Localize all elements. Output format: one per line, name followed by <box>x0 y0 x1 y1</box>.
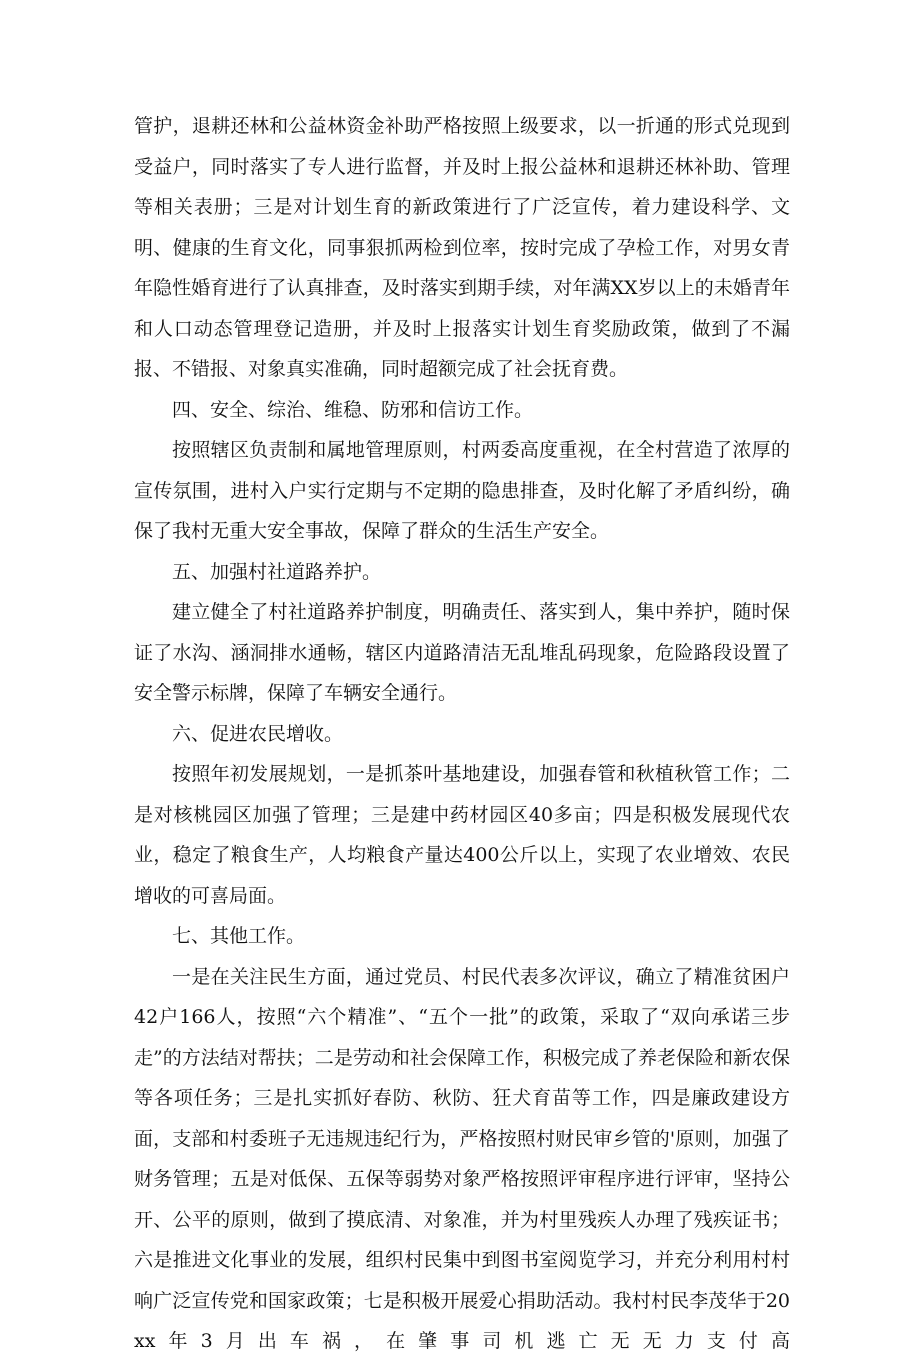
heading-section-5: 五、加强村社道路养护。 <box>172 560 382 583</box>
paragraph-section-7: 一是在关注民生方面，通过党员、村民代表多次评议，确立了精准贫困户42户166人，按照“六个精准”、“五个一批”的政策，采取了“双向承诺三步走”的方法结对帮扶；二是劳动和社会保障工作，积极完成了养老保险和新农保等各项任务；三是扎实抓好春防、秋防、狂犬育苗等工作，四是廉政建设方面，支部和村委班子无违规违纪行为，严格按照村财民审乡管的'原则，加强了财务管理；五是对低保、五保等弱势对象严格按照评审程序进行评审，坚持公开、公平的原则，做到了摸底清、对象准，并为村里残疾人办理了残疾证书；六是推进文化事业的发展，组织村民集中到图书室阅览学习，并充分利用村村响广泛宣传党和国家政策；七是积极开展爱心捐助活动。我村村民李茂华于20xx年3月出车祸，在肇事司机逃亡无无力支付高 <box>134 965 790 1352</box>
heading-section-7: 七、其他工作。 <box>172 925 306 947</box>
document-body <box>134 106 790 1362</box>
paragraph-section-5: 建立健全了村社道路养护制度，明确责任、落实到人，集中养护，随时保证了水沟、涵洞排水通畅，辖区内道路清洁无乱堆乱码现象，危险路段设置了安全警示标牌，保障了车辆安全通行。 <box>134 601 790 704</box>
heading-section-4: 四、安全、综治、维稳、防邪和信访工作。 <box>172 398 534 421</box>
heading-section-6: 六、促进农民增收。 <box>172 722 344 745</box>
paragraph-section-4: 按照辖区负责制和属地管理原则，村两委高度重视，在全村营造了浓厚的宣传氛围，进村入户实行定期与不定期的隐患排查，及时化解了矛盾纠纷，确保了我村无重大安全事故，保障了群众的生活生产安全。 <box>134 439 790 542</box>
paragraph-section-6: 按照年初发展规划，一是抓茶叶基地建设，加强春管和秋植秋管工作；二是对核桃园区加强了管理；三是建中药材园区40多亩；四是积极发展现代农业，稳定了粮食生产，人均粮食产量达400公斤以上，实现了农业增效、农民增收的可喜局面。 <box>134 763 790 907</box>
paragraph-family-planning-cont: 管护，退耕还林和公益林资金补助严格按照上级要求，以一折通的形式兑现到受益户，同时落实了专人进行监督，并及时上报公益林和退耕还林补助、管理等相关表册；三是对计划生育的新政策进行了广泛宣传，着力建设科学、文明、健康的生育文化，同事狠抓两检到位率，按时完成了孕检工作，对男女青年隐性婚育进行了认真排查，及时落实到期手续，对年满XX岁以上的未婚青年和人口动态管理登记造册，并及时上报落实计划生育奖励政策，做到了不漏报、不错报、对象真实准确，同时超额完成了社会抚育费。 <box>134 115 790 380</box>
